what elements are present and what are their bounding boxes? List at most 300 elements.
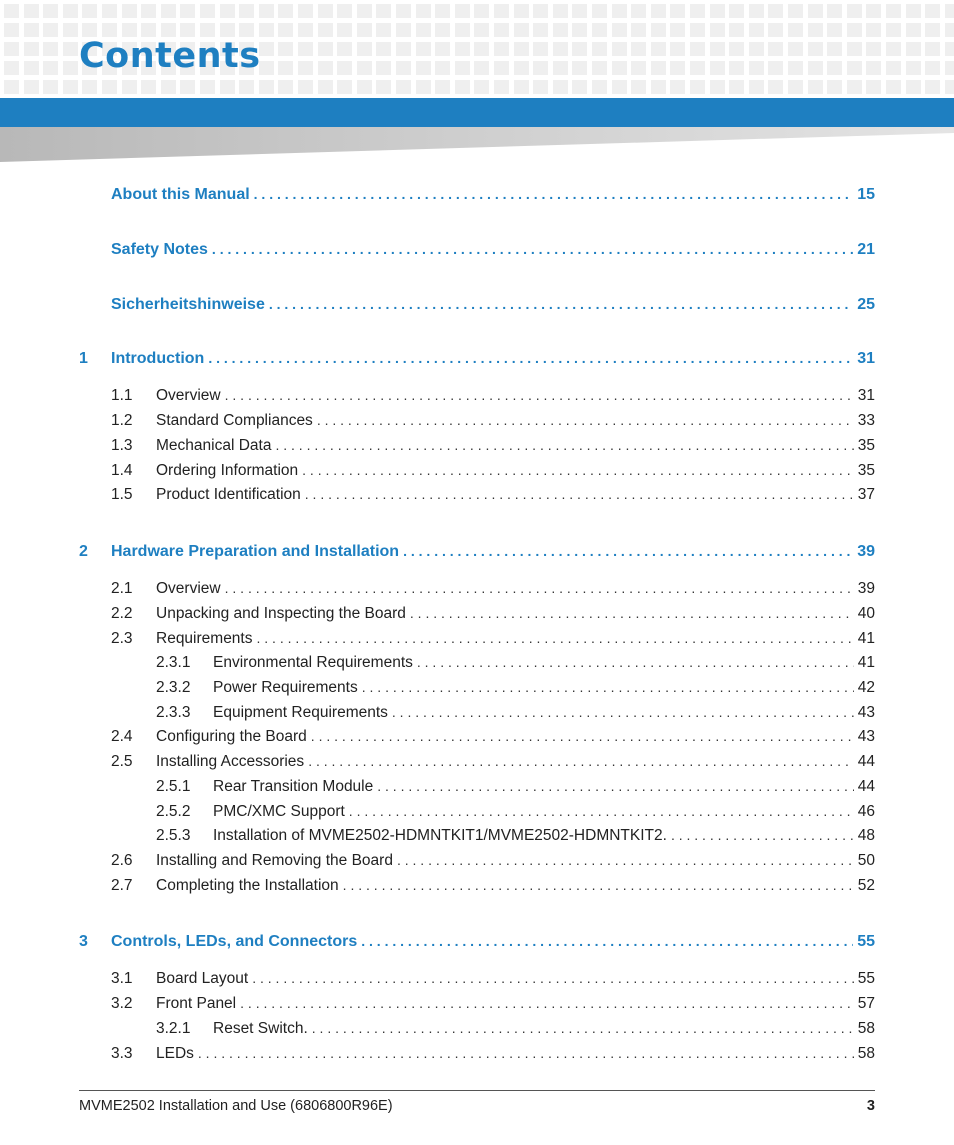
header-tile bbox=[376, 61, 391, 75]
header-tile bbox=[808, 23, 823, 37]
toc-entry[interactable] bbox=[79, 679, 875, 699]
header-tile bbox=[278, 80, 293, 94]
toc-entry[interactable] bbox=[79, 877, 875, 897]
toc-entry[interactable] bbox=[79, 462, 875, 482]
header-tile bbox=[749, 42, 764, 56]
toc-entry-page: 37 bbox=[857, 486, 875, 503]
toc-entry-number: 1.5 bbox=[111, 486, 133, 503]
header-tile bbox=[847, 4, 862, 18]
toc-entry[interactable] bbox=[79, 241, 875, 261]
header-tile bbox=[886, 42, 901, 56]
header-tile bbox=[318, 4, 333, 18]
toc-entry[interactable] bbox=[79, 933, 875, 953]
header-tile bbox=[925, 23, 940, 37]
header-tile bbox=[161, 80, 176, 94]
toc-entry-number: 2.5.1 bbox=[156, 778, 191, 795]
header-tile bbox=[690, 80, 705, 94]
toc-entry-title: Overview bbox=[156, 387, 221, 404]
toc-entry-title: Hardware Preparation and Installation bbox=[111, 543, 400, 560]
toc-entry-page: 50 bbox=[857, 852, 875, 869]
header-tile bbox=[416, 4, 431, 18]
header-tile bbox=[631, 4, 646, 18]
header-tile bbox=[631, 80, 646, 94]
toc-dot-leader bbox=[269, 296, 853, 312]
toc-entry-number: 3.1 bbox=[111, 970, 133, 987]
header-tile bbox=[612, 61, 627, 75]
header-tile bbox=[847, 80, 862, 94]
header-tile bbox=[670, 23, 685, 37]
header-tile bbox=[24, 42, 39, 56]
header-tile bbox=[337, 42, 352, 56]
header-tile bbox=[337, 4, 352, 18]
header-tile bbox=[906, 42, 921, 56]
header-tile bbox=[945, 61, 954, 75]
header-tile bbox=[63, 42, 78, 56]
header-tile bbox=[122, 23, 137, 37]
toc-dot-leader bbox=[361, 933, 853, 949]
header-tile bbox=[514, 23, 529, 37]
header-tile bbox=[82, 4, 97, 18]
toc-entry-page: 15 bbox=[857, 186, 875, 203]
toc-entry[interactable] bbox=[79, 605, 875, 625]
toc-entry-number: 2.3.2 bbox=[156, 679, 191, 696]
toc-entry-title: Installing and Removing the Board bbox=[156, 852, 393, 869]
toc-dot-leader bbox=[252, 970, 854, 986]
header-tile bbox=[43, 42, 58, 56]
header-tile bbox=[533, 4, 548, 18]
toc-dot-leader bbox=[671, 827, 854, 843]
header-tile bbox=[749, 80, 764, 94]
header-tile bbox=[376, 42, 391, 56]
header-tile bbox=[572, 80, 587, 94]
header-tile bbox=[749, 61, 764, 75]
toc-dot-leader bbox=[305, 486, 854, 502]
header-tile bbox=[200, 4, 215, 18]
toc-entry-page: 44 bbox=[857, 778, 875, 795]
toc-entry-page: 41 bbox=[857, 654, 875, 671]
toc-entry-page: 21 bbox=[857, 241, 875, 258]
toc-dot-leader bbox=[275, 437, 853, 453]
header-tile bbox=[827, 4, 842, 18]
toc-dot-leader bbox=[417, 654, 854, 670]
header-tile bbox=[396, 61, 411, 75]
header-tile bbox=[768, 80, 783, 94]
header-tile bbox=[4, 80, 19, 94]
header-tile bbox=[474, 80, 489, 94]
footer-document-title: MVME2502 Installation and Use (6806800R96E) bbox=[79, 1098, 393, 1114]
toc-dot-leader bbox=[308, 753, 854, 769]
toc-entry-title: Configuring the Board bbox=[156, 728, 307, 745]
toc-dot-leader bbox=[257, 630, 854, 646]
toc-entry-title: LEDs bbox=[156, 1045, 194, 1062]
toc-entry[interactable] bbox=[79, 437, 875, 457]
toc-entry-number: 2.7 bbox=[111, 877, 133, 894]
toc-entry-number: 1.3 bbox=[111, 437, 133, 454]
toc-entry[interactable] bbox=[79, 995, 875, 1015]
header-tile bbox=[494, 42, 509, 56]
header-tile bbox=[455, 23, 470, 37]
toc-entry-title: Standard Compliances bbox=[156, 412, 313, 429]
toc-dot-leader bbox=[317, 412, 854, 428]
header-tile bbox=[572, 4, 587, 18]
header-tile bbox=[141, 80, 156, 94]
toc-entry-number: 2.2 bbox=[111, 605, 133, 622]
toc-entry[interactable] bbox=[79, 296, 875, 316]
header-tile bbox=[396, 80, 411, 94]
header-tile bbox=[533, 61, 548, 75]
toc-entry-title: Installation of MVME2502-HDMNTKIT1/MVME2502-HDMNTKIT2. bbox=[213, 827, 667, 844]
toc-entry-page: 35 bbox=[857, 437, 875, 454]
header-tile bbox=[886, 4, 901, 18]
header-tile bbox=[298, 4, 313, 18]
toc-entry-title: Front Panel bbox=[156, 995, 237, 1012]
toc-dot-leader bbox=[343, 877, 854, 893]
toc-dot-leader bbox=[410, 605, 854, 621]
header-tile bbox=[631, 42, 646, 56]
header-tile bbox=[749, 23, 764, 37]
toc-dot-leader bbox=[311, 728, 854, 744]
header-tile bbox=[161, 4, 176, 18]
header-tile bbox=[945, 23, 954, 37]
header-tile bbox=[396, 42, 411, 56]
header-tile bbox=[122, 4, 137, 18]
header-tile bbox=[494, 61, 509, 75]
header-tile bbox=[533, 42, 548, 56]
header-tile bbox=[788, 80, 803, 94]
header-tile bbox=[847, 61, 862, 75]
header-tile bbox=[494, 23, 509, 37]
toc-entry[interactable] bbox=[79, 827, 875, 847]
toc-entry[interactable] bbox=[79, 803, 875, 823]
header-tile bbox=[729, 23, 744, 37]
toc-entry-title: Introduction bbox=[111, 350, 205, 367]
header-tile bbox=[906, 80, 921, 94]
header-tile bbox=[43, 4, 58, 18]
toc-entry-title: About this Manual bbox=[111, 186, 250, 203]
toc-entry-title: Ordering Information bbox=[156, 462, 299, 479]
header-tile bbox=[298, 42, 313, 56]
header-tile bbox=[788, 61, 803, 75]
toc-dot-leader bbox=[377, 778, 854, 794]
toc-entry[interactable] bbox=[79, 778, 875, 798]
header-tile bbox=[259, 42, 274, 56]
header-tile bbox=[847, 23, 862, 37]
toc-entry-title: Product Identification bbox=[156, 486, 301, 503]
header-tile bbox=[239, 80, 254, 94]
toc-entry-number: 2 bbox=[79, 543, 88, 560]
header-tile bbox=[925, 42, 940, 56]
header-tile bbox=[239, 23, 254, 37]
header-tile bbox=[749, 4, 764, 18]
toc-entry-title: Overview bbox=[156, 580, 221, 597]
toc-entry-title: Controls, LEDs, and Connectors bbox=[111, 933, 358, 950]
toc-entry[interactable] bbox=[79, 350, 875, 370]
toc-entry[interactable] bbox=[79, 852, 875, 872]
header-tile bbox=[278, 23, 293, 37]
header-tile bbox=[827, 80, 842, 94]
header-tile bbox=[768, 4, 783, 18]
toc-entry[interactable] bbox=[79, 970, 875, 990]
header-tile bbox=[808, 61, 823, 75]
header-tile bbox=[906, 4, 921, 18]
toc-entry[interactable] bbox=[79, 1020, 875, 1040]
header-tile bbox=[886, 61, 901, 75]
header-tile bbox=[612, 4, 627, 18]
header-tile bbox=[43, 23, 58, 37]
header-tile bbox=[945, 4, 954, 18]
toc-entry[interactable] bbox=[79, 728, 875, 748]
toc-dot-leader bbox=[397, 852, 854, 868]
header-tile bbox=[729, 61, 744, 75]
header-tile bbox=[474, 61, 489, 75]
toc-entry-number: 2.5.3 bbox=[156, 827, 191, 844]
header-tile bbox=[808, 42, 823, 56]
toc-entry-page: 31 bbox=[857, 387, 875, 404]
header-tile bbox=[886, 23, 901, 37]
header-tile bbox=[866, 61, 881, 75]
header-tile bbox=[337, 61, 352, 75]
toc-entry-title: Rear Transition Module bbox=[213, 778, 374, 795]
toc-entry[interactable] bbox=[79, 580, 875, 600]
header-tile bbox=[220, 23, 235, 37]
header-tile bbox=[494, 4, 509, 18]
header-tile bbox=[474, 23, 489, 37]
toc-entry-number: 3 bbox=[79, 933, 88, 950]
toc-entry-title: PMC/XMC Support bbox=[213, 803, 345, 820]
toc-entry[interactable] bbox=[79, 704, 875, 724]
toc-entry-page: 42 bbox=[857, 679, 875, 696]
toc-entry-page: 40 bbox=[857, 605, 875, 622]
header-tile bbox=[729, 42, 744, 56]
header-tile bbox=[651, 23, 666, 37]
header-tile bbox=[651, 80, 666, 94]
header-tile bbox=[612, 23, 627, 37]
header-tile bbox=[24, 23, 39, 37]
toc-entry-page: 33 bbox=[857, 412, 875, 429]
header-tile bbox=[768, 42, 783, 56]
header-tile bbox=[435, 42, 450, 56]
header-tile bbox=[376, 4, 391, 18]
footer-divider bbox=[79, 1090, 875, 1091]
header-tile bbox=[180, 80, 195, 94]
header-tile bbox=[553, 42, 568, 56]
header-tile bbox=[63, 80, 78, 94]
header-gray-wedge bbox=[0, 127, 954, 162]
header-tile bbox=[827, 61, 842, 75]
toc-dot-leader bbox=[362, 679, 854, 695]
toc-dot-leader bbox=[225, 387, 854, 403]
toc-entry-page: 55 bbox=[857, 970, 875, 987]
toc-entry-title: Environmental Requirements bbox=[213, 654, 413, 671]
header-tile bbox=[435, 80, 450, 94]
header-tile bbox=[24, 80, 39, 94]
toc-entry-number: 2.4 bbox=[111, 728, 133, 745]
header-tile bbox=[180, 4, 195, 18]
header-tile bbox=[455, 4, 470, 18]
toc-dot-leader bbox=[254, 186, 854, 202]
toc-entry[interactable] bbox=[79, 543, 875, 563]
toc-entry-page: 58 bbox=[857, 1045, 875, 1062]
header-tile bbox=[396, 4, 411, 18]
toc-entry-title: Board Layout bbox=[156, 970, 249, 987]
header-tile bbox=[102, 4, 117, 18]
header-tile bbox=[435, 4, 450, 18]
header-tile bbox=[670, 61, 685, 75]
toc-entry[interactable] bbox=[79, 412, 875, 432]
toc-entry-number: 3.2 bbox=[111, 995, 133, 1012]
header-tile bbox=[866, 42, 881, 56]
header-tile bbox=[925, 80, 940, 94]
header-tile bbox=[710, 42, 725, 56]
header-tile bbox=[788, 42, 803, 56]
toc-entry-title: Power Requirements bbox=[213, 679, 358, 696]
header-tile bbox=[906, 23, 921, 37]
header-tile bbox=[416, 80, 431, 94]
toc-entry[interactable] bbox=[79, 1045, 875, 1065]
header-tile bbox=[278, 4, 293, 18]
header-tile bbox=[788, 4, 803, 18]
toc-entry-title: Mechanical Data bbox=[156, 437, 272, 454]
toc-entry-page: 57 bbox=[857, 995, 875, 1012]
toc-entry-number: 2.3 bbox=[111, 630, 133, 647]
header-tile bbox=[63, 23, 78, 37]
header-tile bbox=[612, 42, 627, 56]
header-tile bbox=[318, 23, 333, 37]
header-tile bbox=[474, 42, 489, 56]
header-tile bbox=[553, 80, 568, 94]
header-tile bbox=[553, 4, 568, 18]
header-tile bbox=[866, 4, 881, 18]
header-tile bbox=[651, 42, 666, 56]
header-tile bbox=[572, 23, 587, 37]
header-tile bbox=[4, 61, 19, 75]
header-tile bbox=[592, 23, 607, 37]
header-tile bbox=[710, 23, 725, 37]
header-tile bbox=[396, 23, 411, 37]
footer-page-number: 3 bbox=[866, 1098, 875, 1114]
toc-entry-title: Reset Switch. bbox=[213, 1020, 308, 1037]
header-tile bbox=[141, 23, 156, 37]
header-tile bbox=[533, 23, 548, 37]
header-tile bbox=[514, 42, 529, 56]
header-tile bbox=[827, 42, 842, 56]
toc-dot-leader bbox=[240, 995, 854, 1011]
header-tile bbox=[4, 4, 19, 18]
header-tile bbox=[318, 80, 333, 94]
toc-dot-leader bbox=[212, 241, 853, 257]
header-tile bbox=[631, 61, 646, 75]
header-tile bbox=[827, 23, 842, 37]
toc-entry-number: 2.1 bbox=[111, 580, 133, 597]
header-tile bbox=[141, 4, 156, 18]
header-tile bbox=[572, 61, 587, 75]
header-tile bbox=[259, 61, 274, 75]
toc-entry[interactable] bbox=[79, 654, 875, 674]
header-tile bbox=[82, 23, 97, 37]
toc-entry-page: 41 bbox=[857, 630, 875, 647]
toc-entry-page: 46 bbox=[857, 803, 875, 820]
header-tile bbox=[24, 61, 39, 75]
header-tile bbox=[670, 4, 685, 18]
toc-entry-page: 52 bbox=[857, 877, 875, 894]
header-tile bbox=[670, 42, 685, 56]
toc-entry[interactable] bbox=[79, 630, 875, 650]
header-tile bbox=[357, 80, 372, 94]
toc-entry-number: 2.5 bbox=[111, 753, 133, 770]
header-tile bbox=[82, 80, 97, 94]
header-tile bbox=[553, 23, 568, 37]
toc-dot-leader bbox=[302, 462, 854, 478]
header-tile bbox=[572, 42, 587, 56]
header-tile bbox=[670, 80, 685, 94]
header-tile bbox=[612, 80, 627, 94]
header-tile bbox=[768, 23, 783, 37]
toc-dot-leader bbox=[403, 543, 853, 559]
toc-entry-number: 2.3.3 bbox=[156, 704, 191, 721]
header-tile bbox=[376, 80, 391, 94]
toc-entry[interactable] bbox=[79, 753, 875, 773]
header-tile bbox=[788, 23, 803, 37]
header-tile bbox=[906, 61, 921, 75]
header-tile bbox=[533, 80, 548, 94]
header-tile bbox=[866, 80, 881, 94]
header-tile bbox=[553, 61, 568, 75]
header-tile bbox=[866, 23, 881, 37]
header-tile bbox=[180, 23, 195, 37]
toc-entry[interactable] bbox=[79, 186, 875, 206]
header-tile bbox=[514, 4, 529, 18]
toc-entry[interactable] bbox=[79, 486, 875, 506]
toc-entry-page: 39 bbox=[857, 580, 875, 597]
header-tile bbox=[416, 23, 431, 37]
header-tile bbox=[592, 80, 607, 94]
header-tile bbox=[298, 23, 313, 37]
header-tile bbox=[102, 23, 117, 37]
header-tile bbox=[200, 80, 215, 94]
header-tile bbox=[925, 4, 940, 18]
header-tile bbox=[435, 61, 450, 75]
toc-entry-number: 1.2 bbox=[111, 412, 133, 429]
toc-entry-title: Completing the Installation bbox=[156, 877, 339, 894]
header-tile bbox=[592, 42, 607, 56]
toc-entry[interactable] bbox=[79, 387, 875, 407]
header-tile bbox=[318, 42, 333, 56]
toc-entry-number: 2.5.2 bbox=[156, 803, 191, 820]
header-tile bbox=[63, 4, 78, 18]
header-tile bbox=[43, 61, 58, 75]
header-tile bbox=[24, 4, 39, 18]
header-tile bbox=[278, 42, 293, 56]
toc-entry-number: 3.3 bbox=[111, 1045, 133, 1062]
header-tile bbox=[298, 80, 313, 94]
toc-entry-page: 25 bbox=[857, 296, 875, 313]
header-tile bbox=[808, 4, 823, 18]
header-tile bbox=[220, 80, 235, 94]
header-tile bbox=[122, 80, 137, 94]
header-tile bbox=[43, 80, 58, 94]
header-tile bbox=[220, 4, 235, 18]
toc-dot-leader bbox=[392, 704, 854, 720]
header-tile bbox=[259, 23, 274, 37]
header-tile bbox=[4, 23, 19, 37]
toc-entry-title: Installing Accessories bbox=[156, 753, 305, 770]
toc-dot-leader bbox=[349, 803, 854, 819]
toc-entry-title: Sicherheitshinweise bbox=[111, 296, 265, 313]
header-tile bbox=[768, 61, 783, 75]
header-tile bbox=[592, 61, 607, 75]
header-tile bbox=[729, 4, 744, 18]
header-tile bbox=[690, 23, 705, 37]
